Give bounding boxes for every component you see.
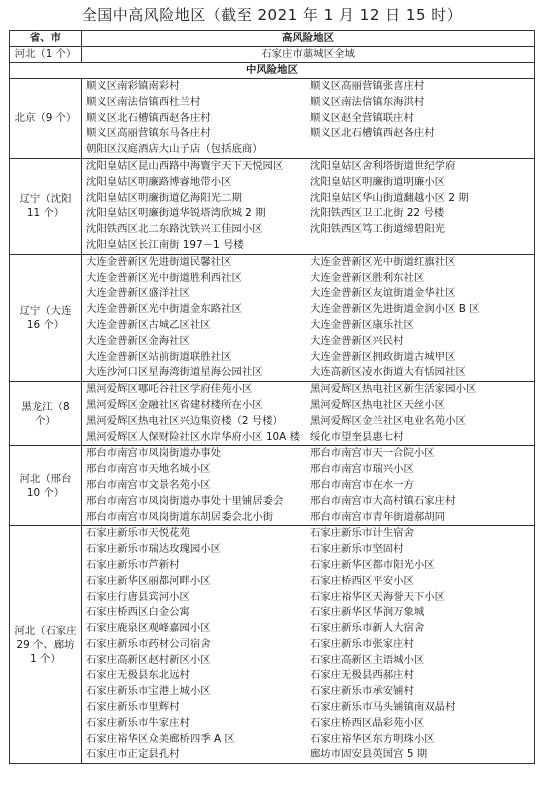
area-item: 黑河爱辉区金兰社区电业名苑小区 [310, 414, 466, 427]
area-item: 沈阳皇姑区明廉街道亿海阳光二期 [86, 191, 242, 204]
area-item: 石家庄新乐市张家庄村 [310, 637, 414, 650]
area-item: 邢台市南宫市凤岗街道东胡居委会北小街 [86, 510, 274, 523]
area-item: 大连金普新区拥政街道古城甲区 [310, 350, 456, 363]
page-title: 全国中高风险地区（截至 2021 年 1 月 12 日 15 时） [81, 6, 463, 24]
header-high-risk: 高风险地区 [82, 31, 535, 47]
area-column-right [310, 255, 534, 381]
area-item: 沈阳铁西区卫工北街 22 号楼 [310, 207, 445, 220]
area-column-right [310, 79, 534, 158]
area-item: 石家庄无极县西郝庄村 [310, 669, 414, 682]
area-item: 黑河爱辉区金融社区省建材楼所在小区 [86, 398, 263, 411]
area-item: 顺义区高丽营镇东马各庄村 [86, 127, 211, 140]
area-item: 邢台市南宫市瑞兴小区 [310, 463, 414, 476]
area-item: 石家庄桥西区晶彩苑小区 [310, 716, 425, 729]
area-item: 沈阳铁西区北二东路沈铁兴工佳园小区 [86, 223, 263, 236]
area-item: 黑河爱辉区热电社区兴边集资楼（2 号楼） [86, 414, 283, 427]
area-item: 邢台市南宫市天一合院小区 [310, 447, 435, 460]
area-item: 沈阳皇姑区舍利塔街道世纪学府 [310, 159, 456, 172]
province-cell: 河北（邢台 10 个） [10, 446, 82, 526]
high-risk-area: 石家庄市藁城区全域 [82, 47, 535, 63]
area-item: 大连金普新区光中街道金东路社区 [86, 303, 242, 316]
high-risk-row [10, 47, 535, 63]
area-item: 石家庄鹿泉区观峰嘉园小区 [86, 622, 211, 635]
area-item: 石家庄新华区华润万象城 [310, 606, 425, 619]
area-column-left [86, 255, 310, 381]
area-item: 石家庄新乐市里辉村 [86, 701, 180, 714]
area-column-right [310, 159, 534, 254]
area-item: 石家庄高新区主语城小区 [310, 653, 425, 666]
area-item: 大连高新区凌水街道大有恬园社区 [310, 366, 466, 379]
area-column-right [310, 446, 534, 525]
area-item: 石家庄新乐市坚固村 [310, 543, 404, 556]
area-item: 沈阳皇姑区明廉街道明廉小区 [310, 175, 446, 188]
area-column-right [310, 526, 534, 763]
areas-cell [82, 446, 535, 526]
area-item: 大连金普新区金海社区 [86, 334, 190, 347]
area-column-left [86, 79, 310, 158]
area-item: 石家庄桥西区白金公寓 [86, 606, 190, 619]
medium-header-row [10, 63, 535, 79]
risk-table [9, 30, 535, 764]
areas-cell [82, 526, 535, 764]
province-cell: 辽宁（沈阳 11 个） [10, 158, 82, 254]
area-item: 顺义区南法信镇西杜兰村 [86, 95, 201, 108]
area-column-left [86, 382, 310, 445]
area-item: 石家庄新乐市计生宿舍 [310, 527, 414, 540]
areas-cell [82, 382, 535, 446]
area-item: 沈阳皇姑区明廉路博睿地带小区 [86, 175, 232, 188]
area-item: 邢台市南宫市在水一方 [310, 478, 414, 491]
area-item: 石家庄新乐市宝港上城小区 [86, 685, 211, 698]
province-cell: 北京（9 个） [10, 79, 82, 159]
area-item: 绥化市望奎县惠七村 [310, 430, 404, 443]
area-item: 黑河爱辉区人保财险社区水岸华府小区 10A 楼 [86, 430, 300, 443]
area-item: 顺义区北石槽镇西赵各庄村 [86, 111, 211, 124]
area-item: 邢台市南宫市青年街道郝胡同 [310, 510, 446, 523]
area-column-right [310, 382, 534, 445]
areas-cell [82, 254, 535, 381]
areas-cell [82, 79, 535, 159]
areas-cell [82, 158, 535, 254]
area-item: 大连金普新区光中街道红旗社区 [310, 255, 456, 268]
province-cell: 黑龙江（8 个） [10, 382, 82, 446]
area-item: 顺义区北石槽镇西赵各庄村 [310, 127, 435, 140]
area-column-left [86, 446, 310, 525]
area-item: 黑河爱辉区热电社区天丝小区 [310, 398, 446, 411]
area-item: 顺义区高丽营镇张喜庄村 [310, 80, 425, 92]
medium-risk-row [10, 446, 535, 526]
area-item: 邢台市南宫市大高村镇石家庄村 [310, 494, 456, 507]
area-item: 大连金普新区光中街道胜利西社区 [86, 271, 242, 284]
province-cell: 辽宁（大连 16 个） [10, 254, 82, 381]
area-item: 顺义区南法信镇东海洪村 [310, 95, 425, 108]
high-risk-province: 河北（1 个） [10, 47, 82, 63]
medium-risk-row [10, 158, 535, 254]
area-item: 大连金普新区兴民村 [310, 334, 404, 347]
area-item: 邢台市南宫市天地名城小区 [86, 463, 211, 476]
area-item: 石家庄新乐市承安铺村 [310, 685, 414, 698]
area-item: 大连金普新区盛洋社区 [86, 287, 190, 300]
area-item: 大连金普新区站前街道联胜社区 [86, 350, 232, 363]
area-item: 石家庄新乐市药材公司宿舍 [86, 637, 211, 650]
area-item: 石家庄新华区都市阳光小区 [310, 558, 435, 571]
area-item: 大连金普新区先进街道金润小区 B 区 [310, 303, 480, 316]
area-item: 邢台市南宫市文景名苑小区 [86, 478, 211, 491]
area-item: 石家庄桥西区平安小区 [310, 574, 414, 587]
area-item: 石家庄新乐市牛家庄村 [86, 716, 190, 729]
province-cell: 河北（石家庄 29 个、廊坊 1 个） [10, 526, 82, 764]
medium-risk-row [10, 382, 535, 446]
area-item: 石家庄无极县东北远村 [86, 669, 190, 682]
header-medium-risk: 中风险地区 [10, 63, 535, 79]
medium-risk-row [10, 254, 535, 381]
area-item: 大连金普新区友谊街道金华社区 [310, 287, 456, 300]
area-item: 石家庄新乐市马头铺镇南双晶村 [310, 701, 456, 714]
area-column-left [86, 159, 310, 254]
area-column-left [86, 526, 310, 763]
area-item: 大连金普新区康乐社区 [310, 318, 414, 331]
area-item: 石家庄新乐市新人大宿舍 [310, 622, 425, 635]
area-item: 廊坊市固安县英国宫 5 期 [310, 748, 428, 761]
area-item: 朝阳区汉庭酒店大山子店（包括底商） [86, 143, 263, 156]
area-item: 黑河爱辉区热电社区新生活家园小区 [310, 383, 477, 396]
area-item: 沈阳皇姑区明廉街道华锐塔湾欣城 2 期 [86, 207, 266, 220]
area-item: 顺义区南彩镇南彩村 [86, 80, 180, 92]
area-item: 石家庄市正定县孔村 [86, 748, 180, 761]
header-province: 省、市 [10, 31, 82, 47]
area-item: 沈阳铁西区笃工街道缔碧阳光 [310, 223, 446, 236]
area-item: 沈阳皇姑区华山街道翻越小区 2 期 [310, 191, 469, 204]
area-item: 沈阳皇姑区昆山西路中海寰宇天下天悦园区 [86, 159, 284, 172]
area-item: 大连金普新区胜利东社区 [310, 271, 425, 284]
area-item: 沈阳皇姑区长江南街 197－1 号楼 [86, 238, 244, 251]
area-item: 大连金普新区古城乙区社区 [86, 318, 211, 331]
area-item: 石家庄裕华区东方明珠小区 [310, 732, 435, 745]
area-item: 石家庄新乐市瑞达玫瑰园小区 [86, 543, 222, 556]
area-item: 大连沙河口区星海湾街道星海公园社区 [86, 366, 263, 379]
area-item: 石家庄新华区丽都河畔小区 [86, 574, 211, 587]
area-item: 邢台市南宫市凤岗街道办事处 [86, 447, 222, 460]
area-item: 石家庄行唐县宾河小区 [86, 590, 190, 603]
area-item: 石家庄新乐市芦新村 [86, 558, 180, 571]
medium-risk-row [10, 526, 535, 764]
header-row [10, 31, 535, 47]
area-item: 顺义区赵全营镇联庄村 [310, 111, 414, 124]
area-item: 石家庄新乐市天悦花苑 [86, 527, 190, 540]
area-item: 石家庄高新区赵村新区小区 [86, 653, 211, 666]
area-item: 黑河爱辉区哪吒谷社区学府佳苑小区 [86, 383, 253, 396]
medium-risk-row [10, 79, 535, 159]
area-item: 石家庄裕华区众美廊桥四季 A 区 [86, 732, 235, 745]
area-item: 大连金普新区先进街道民馨社区 [86, 255, 232, 268]
area-item: 邢台市南宫市凤岗街道办事处十里铺居委会 [86, 494, 284, 507]
area-item: 石家庄裕华区天海誉天下小区 [310, 590, 446, 603]
